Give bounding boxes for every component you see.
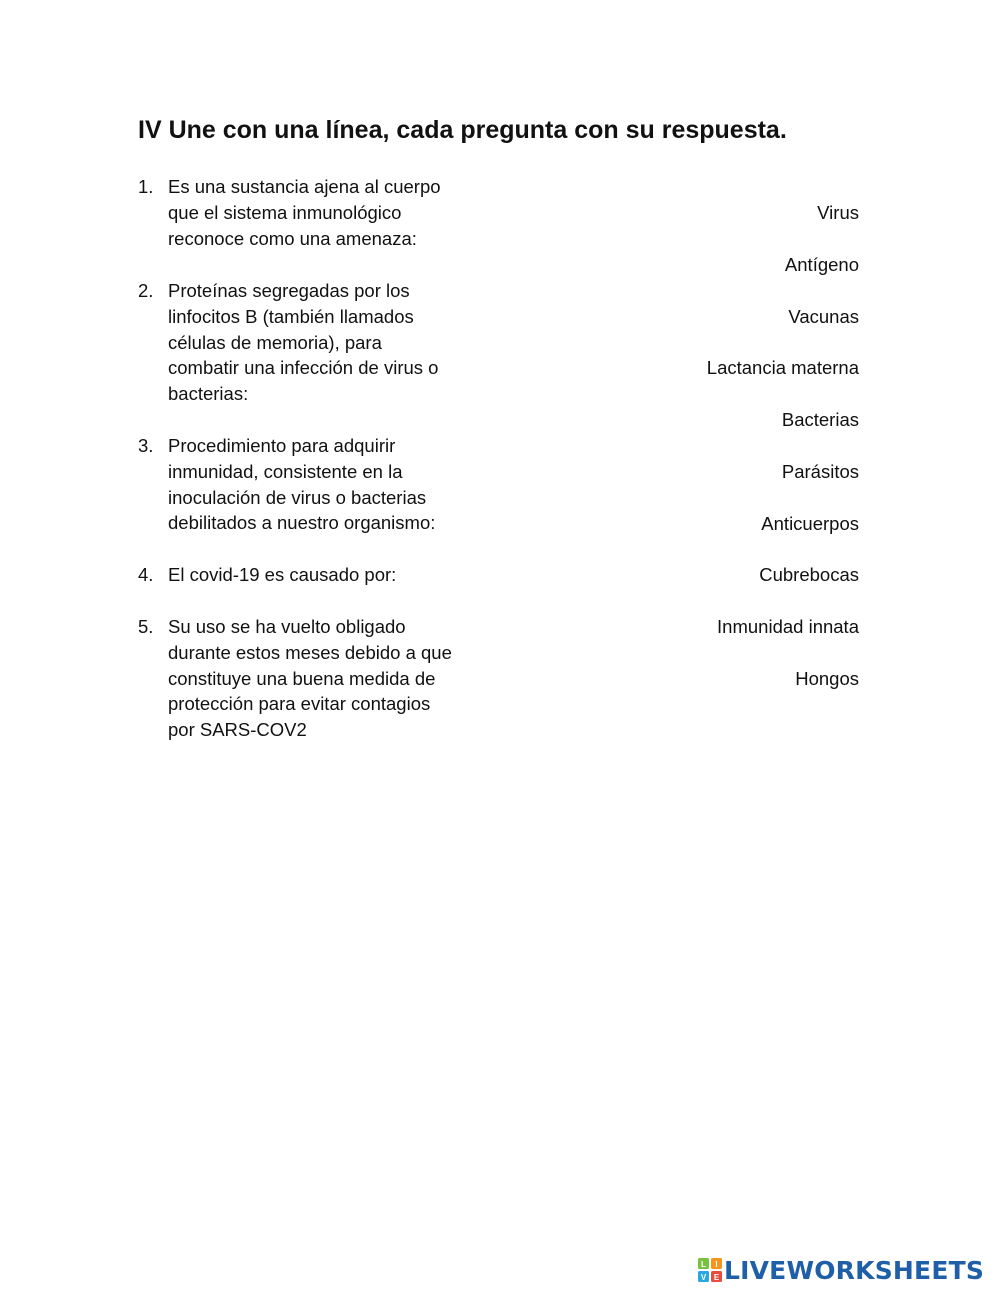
question-text — [168, 614, 498, 743]
worksheet-title: IV Une con una línea, cada pregunta con su respuesta. — [138, 116, 787, 144]
brand-name: LIVEWORKSHEETS — [724, 1255, 985, 1285]
question-line: por SARS-COV2 — [168, 719, 307, 741]
question-line: reconoce como una amenaza: — [168, 227, 417, 249]
question-line: Es una sustancia ajena al cuerpo — [168, 176, 441, 197]
question-number: 2. — [138, 280, 154, 301]
question-line: inmunidad, consistente en la — [168, 460, 403, 482]
question-4 — [138, 562, 498, 588]
answer-hongos[interactable]: Hongos — [795, 668, 859, 689]
answer-antigeno[interactable]: Antígeno — [784, 254, 859, 275]
question-line: protección para evitar contagios — [168, 693, 431, 715]
question-line: Proteínas segregadas por los — [168, 280, 410, 301]
liveworksheets-brand — [698, 1255, 984, 1285]
question-line: Su uso se ha vuelto obligado — [168, 616, 406, 637]
question-line: durante estos meses debido a que — [168, 641, 452, 663]
question-line: inoculación de virus o bacterias — [168, 486, 427, 508]
answer-inmunidad-innata[interactable]: Inmunidad innata — [717, 616, 859, 637]
liveworksheets-logo-icon — [698, 1258, 722, 1282]
answer-bacterias[interactable]: Bacterias — [781, 409, 859, 430]
question-line: linfocitos B (también llamados — [168, 305, 414, 327]
answer-lactancia-materna[interactable]: Lactancia materna — [706, 357, 859, 378]
answer-anticuerpos[interactable]: Anticuerpos — [761, 513, 859, 534]
question-text — [168, 562, 498, 588]
question-number: 1. — [138, 176, 154, 197]
question-line: combatir una infección de virus o — [168, 357, 439, 379]
question-text — [168, 174, 498, 251]
question-number: 3. — [138, 435, 154, 456]
question-line: que el sistema inmunológico — [168, 201, 402, 223]
question-number: 4. — [138, 564, 154, 585]
question-line: El covid-19 es causado por: — [168, 564, 397, 585]
question-5 — [138, 614, 498, 743]
answer-vacunas[interactable]: Vacunas — [788, 306, 859, 327]
question-number: 5. — [138, 616, 154, 637]
question-line: bacterias: — [168, 383, 249, 405]
question-3 — [138, 433, 498, 536]
svg-text:V: V — [700, 1273, 707, 1282]
question-text — [168, 278, 498, 407]
question-line: debilitados a nuestro organismo: — [168, 512, 436, 534]
question-2 — [138, 278, 498, 407]
svg-text:L: L — [701, 1260, 706, 1269]
question-line: Procedimiento para adquirir — [168, 435, 396, 456]
question-1 — [138, 174, 498, 251]
question-line: constituye una buena medida de — [168, 667, 436, 689]
question-line: células de memoria), para — [168, 331, 382, 353]
answer-parasitos[interactable]: Parásitos — [781, 461, 859, 482]
answer-virus[interactable]: Virus — [817, 202, 859, 223]
question-text — [168, 433, 498, 536]
svg-text:E: E — [713, 1273, 720, 1282]
answer-cubrebocas[interactable]: Cubrebocas — [759, 564, 859, 585]
svg-text:I: I — [715, 1260, 718, 1269]
